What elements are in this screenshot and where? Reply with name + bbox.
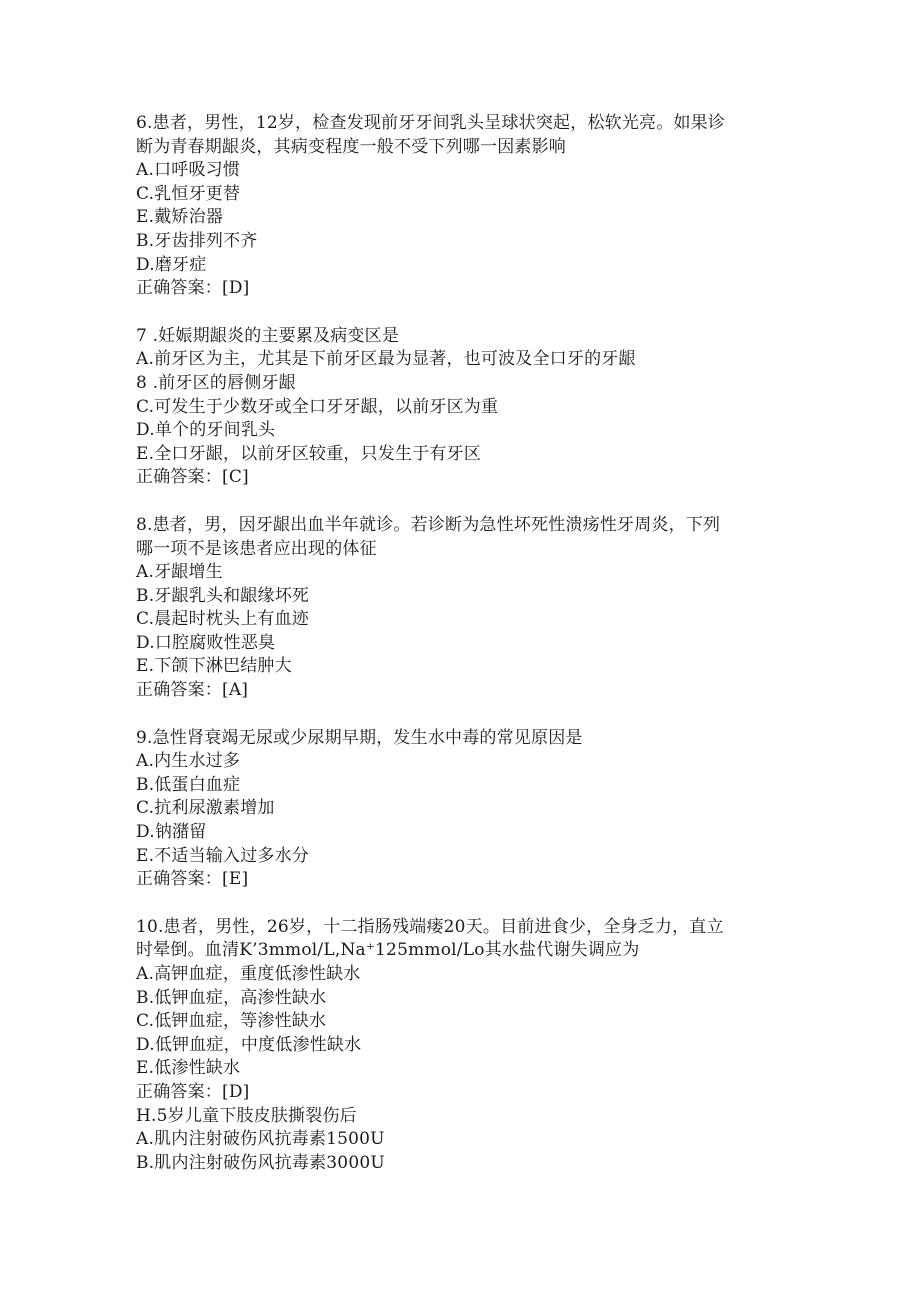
option-e: E.低渗性缺水: [136, 1058, 241, 1079]
option-e: E.不适当输入过多水分: [136, 845, 310, 866]
correct-answer: 正确答案：[C]: [136, 467, 249, 488]
option-c: C.乳恒牙更替: [136, 183, 241, 204]
option-c: C.抗利尿激素增加: [136, 798, 275, 819]
option-b: B.低钾血症，高渗性缺水: [136, 987, 327, 1008]
correct-answer: 正确答案：[D]: [136, 1081, 250, 1102]
option-b: B.肌内注射破伤风抗毒素3000U: [136, 1152, 385, 1173]
document-page: [136, 112, 796, 1175]
question-stem: 时晕倒。血清K’3mmol/L,Na⁺125mmol/Lo其水盐代谢失调应为: [136, 940, 640, 961]
option-c: C.晨起时枕头上有血迹: [136, 609, 310, 630]
option-e: E.全口牙龈，以前牙区较重，只发生于有牙区: [136, 443, 482, 464]
question-8: [136, 514, 796, 703]
question-stem: H.5岁儿童下肢皮肤撕裂伤后: [136, 1105, 357, 1126]
option-d: D.钠潴留: [136, 822, 207, 843]
correct-answer: 正确答案：[D]: [136, 278, 250, 299]
question-stem: 7 .妊娠期龈炎的主要累及病变区是: [136, 325, 400, 346]
option-a: A.口呼吸习惯: [136, 160, 241, 181]
question-9: [136, 727, 796, 892]
question-stem: 哪一项不是该患者应出现的体征: [136, 538, 377, 559]
option-e: E.下颌下淋巴结肿大: [136, 656, 292, 677]
question-stem: 6.患者，男性，12岁，检查发现前牙牙间乳头呈球状突起，松软光亮。如果诊: [136, 113, 726, 133]
option-c: C.可发生于少数牙或全口牙牙龈，以前牙区为重: [136, 396, 499, 417]
option-a: A.前牙区为主，尤其是下前牙区最为显著，也可波及全口牙的牙龈: [136, 349, 636, 370]
option-a: A.内生水过多: [136, 751, 241, 772]
correct-answer: 正确答案：[E]: [136, 869, 249, 890]
option-e: E.戴矫治器: [136, 207, 224, 228]
question-7: [136, 325, 796, 490]
option-a: A.肌内注射破伤风抗毒素1500U: [136, 1129, 385, 1150]
option-d: D.低钾血症，中度低渗性缺水: [136, 1034, 362, 1055]
option-d: D.单个的牙间乳头: [136, 420, 276, 441]
option-d: D.口腔腐败性恶臭: [136, 632, 276, 653]
question-stem: 10.患者，男性，26岁，十二指肠残端瘘20天。目前进食少，全身乏力，直立: [136, 916, 724, 937]
option-b: B.牙齿排列不齐: [136, 230, 258, 251]
option-a: A.高钾血症，重度低渗性缺水: [136, 964, 361, 984]
option-b: 8 .前牙区的唇侧牙龈: [136, 372, 296, 393]
question-stem: 断为青春期龈炎，其病变程度一般不受下列哪一因素影响: [136, 136, 566, 157]
question-stem: 8.患者，男，因牙龈出血半年就诊。若诊断为急性坏死性溃疡性牙周炎，下列: [136, 514, 721, 535]
correct-answer: 正确答案：[A]: [136, 680, 249, 701]
question-6: [136, 112, 796, 301]
question-stem: 9.急性肾衰竭无尿或少尿期早期，发生水中毒的常见原因是: [136, 727, 583, 748]
option-c: C.低钾血症，等渗性缺水: [136, 1011, 327, 1032]
option-b: B.低蛋白血症: [136, 774, 241, 795]
question-10: [136, 916, 796, 1176]
option-b: B.牙龈乳头和龈缘坏死: [136, 585, 310, 606]
option-a: A.牙龈增生: [136, 562, 223, 583]
option-d: D.磨牙症: [136, 254, 207, 275]
